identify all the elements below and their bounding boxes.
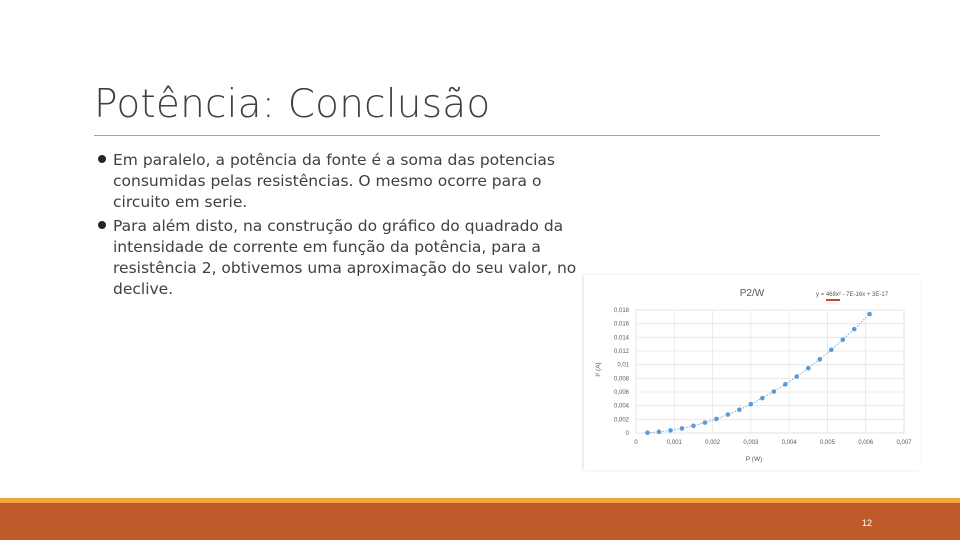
plot-area [636, 310, 904, 433]
y-tick-label: 0,008 [613, 376, 629, 383]
title-divider [94, 135, 880, 136]
x-tick-label: 0,002 [705, 440, 721, 446]
data-point [795, 374, 800, 379]
bullet-text: Para além disto, na construção do gráfico do quadrado da intensidade de corrente em função da potência, para a resistência 2, obtivemos uma aproximação do seu valor, no declive. [113, 217, 577, 298]
bullet-list [94, 150, 594, 303]
data-point [760, 396, 765, 401]
data-point [852, 327, 857, 332]
slide-title: Potência: Conclusão [94, 82, 491, 127]
y-axis-label: I² (A) [595, 362, 602, 377]
data-point [645, 430, 650, 435]
data-point [867, 312, 872, 317]
data-point [680, 426, 685, 431]
bullet-item [94, 216, 594, 300]
data-point [772, 389, 777, 394]
x-tick-label: 0,005 [819, 440, 835, 446]
data-point [737, 407, 742, 412]
data-point [657, 430, 662, 435]
data-point [703, 420, 708, 425]
y-tick-label: 0,018 [613, 308, 629, 314]
trendline-equation: y = 468x² - 7E-16x + 3E-17 [816, 292, 889, 298]
x-tick-label: 0,006 [858, 440, 874, 446]
data-point [749, 402, 754, 407]
bullet-icon [98, 155, 106, 163]
bullet-text: Em paralelo, a potência da fonte é a soma das potencias consumidas pelas resistências. O mesmo ocorre para o circuito em serie. [113, 151, 555, 211]
data-point [691, 424, 696, 429]
y-tick-label: 0,014 [613, 335, 629, 342]
x-tick-label: 0,001 [666, 440, 682, 446]
data-point [783, 382, 788, 387]
footer-bar [0, 503, 960, 540]
y-tick-label: 0,006 [613, 390, 629, 396]
data-point [668, 428, 673, 433]
y-tick-label: 0,012 [613, 349, 629, 355]
bullet-item [94, 150, 594, 213]
chart-svg [584, 275, 920, 470]
y-tick-label: 0 [625, 431, 629, 437]
slide-number: 12 [862, 518, 873, 528]
trendline [648, 314, 870, 433]
x-tick-label: 0 [634, 440, 638, 446]
data-point [806, 366, 811, 371]
x-tick-label: 0,004 [781, 440, 797, 446]
data-point [829, 348, 834, 353]
x-tick-label: 0,007 [896, 440, 912, 446]
bullet-icon [98, 221, 106, 229]
data-point [714, 417, 719, 422]
y-tick-label: 0,016 [613, 321, 629, 328]
y-tick-label: 0,004 [613, 403, 629, 410]
y-tick-label: 0,002 [613, 417, 629, 424]
x-tick-label: 0,003 [743, 440, 759, 446]
data-point [817, 357, 822, 362]
data-point [840, 337, 845, 342]
chart-title: P2/W [739, 288, 765, 299]
x-axis-label: P (W) [745, 456, 763, 463]
data-point [726, 412, 731, 417]
y-tick-label: 0,01 [617, 362, 629, 369]
chart-image [584, 275, 920, 470]
